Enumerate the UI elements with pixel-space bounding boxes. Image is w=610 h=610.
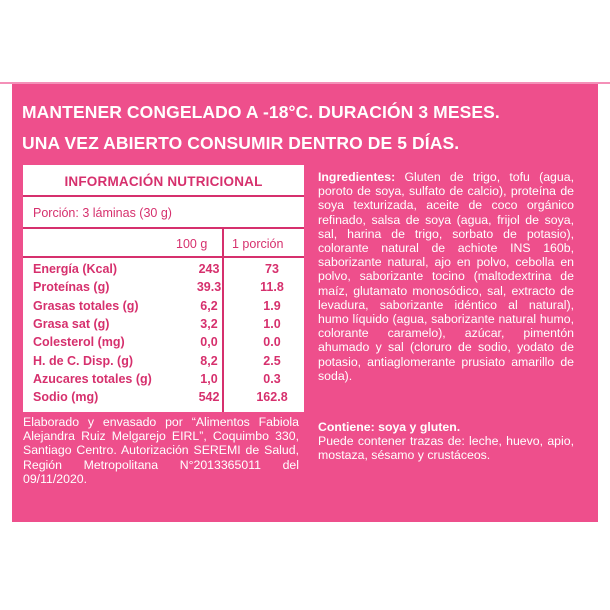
nutrient-name: Grasa sat (g) bbox=[33, 316, 110, 331]
table-rule bbox=[23, 256, 304, 258]
ingredients-label: Ingredientes: bbox=[318, 170, 396, 184]
nutrition-row bbox=[23, 335, 304, 353]
contains-text: Contiene: soya y gluten. bbox=[318, 420, 461, 434]
nutrition-row bbox=[23, 372, 304, 390]
value-per-portion: 0.3 bbox=[263, 371, 281, 386]
ingredients-list: Gluten de trigo, tofu (agua, poroto de soya, sulfato de calcio), proteína de soya texturizada, aceite de coco orgánico refinado, salsa de soya (agua, frijol de soya, sal, harina de trigo, sorbato de potasio), colorante natural de achiote INS 160b, saborizante natural, ajo en polvo, cebolla en polvo, saborizante tocino (maltodextrina de maíz, glutamato monosódico, sal, extracto de levadura, saborizante idéntico al natural), humo líquido (agua, saborizante natural humo, colorante caramelo), azúcar, pimentón ahumado y sal (cloruro de sodio, yodato de potasio, antiaglomerante prusiato amarillo de soda). bbox=[318, 170, 574, 383]
nutrition-row bbox=[23, 299, 304, 317]
value-per-portion: 2.5 bbox=[263, 353, 281, 368]
nutrient-name: Energía (Kcal) bbox=[33, 262, 118, 276]
producer-note: Elaborado y envasado por “Alimentos Fabiola Alejandra Ruiz Melgarejo EIRL”, Coquimbo 330, Santiago Centro. Autorización SEREMI de Salud, Región Metropolitana N°2013365011 del 09/11/2020. bbox=[23, 415, 299, 486]
nutrient-name: Azucares totales (g) bbox=[33, 371, 152, 386]
value-per-100g: 6,2 bbox=[200, 298, 218, 313]
value-per-100g: 542 bbox=[198, 390, 220, 405]
value-per-100g: 1,0 bbox=[200, 371, 218, 386]
value-per-100g: 3,2 bbox=[200, 316, 218, 331]
nutrition-title: INFORMACIÓN NUTRICIONAL bbox=[64, 174, 263, 189]
nutrient-name: Sodio (mg) bbox=[33, 390, 99, 405]
table-rule bbox=[23, 227, 304, 229]
nutrition-row bbox=[23, 262, 304, 280]
column-portion: 1 porción bbox=[232, 237, 284, 251]
nutrient-name: Colesterol (mg) bbox=[33, 335, 125, 350]
nutrition-row bbox=[23, 390, 304, 408]
value-per-portion: 73 bbox=[265, 262, 279, 276]
nutrition-row bbox=[23, 280, 304, 298]
value-per-portion: 1.9 bbox=[263, 298, 281, 313]
nutrition-row bbox=[23, 354, 304, 372]
trace-warning: Puede contener trazas de: leche, huevo, apio, mostaza, sésamo y crustáceos. bbox=[318, 434, 574, 463]
table-rule bbox=[23, 195, 304, 197]
storage-headline: MANTENER CONGELADO A -18°C. DURACIÓN 3 MESES. bbox=[22, 102, 500, 122]
opened-headline: UNA VEZ ABIERTO CONSUMIR DENTRO DE 5 DÍAS. bbox=[22, 133, 460, 153]
value-per-100g: 243 bbox=[198, 262, 220, 276]
column-100g: 100 g bbox=[176, 237, 208, 251]
ingredients-text bbox=[318, 170, 574, 383]
value-per-portion: 11.8 bbox=[260, 280, 284, 295]
allergen-statement bbox=[318, 420, 574, 434]
value-per-portion: 1.0 bbox=[263, 316, 281, 331]
value-per-portion: 162.8 bbox=[256, 390, 288, 405]
nutrient-name: H. de C. Disp. (g) bbox=[33, 353, 133, 368]
value-per-portion: 0.0 bbox=[263, 335, 281, 350]
value-per-100g: 39.3 bbox=[196, 280, 222, 295]
nutrition-row bbox=[23, 317, 304, 335]
value-per-100g: 0,0 bbox=[200, 335, 218, 350]
nutrient-name: Proteínas (g) bbox=[33, 280, 110, 295]
nutrient-name: Grasas totales (g) bbox=[33, 298, 139, 313]
value-per-100g: 8,2 bbox=[200, 353, 218, 368]
portion-size: Porción: 3 láminas (30 g) bbox=[33, 206, 172, 220]
